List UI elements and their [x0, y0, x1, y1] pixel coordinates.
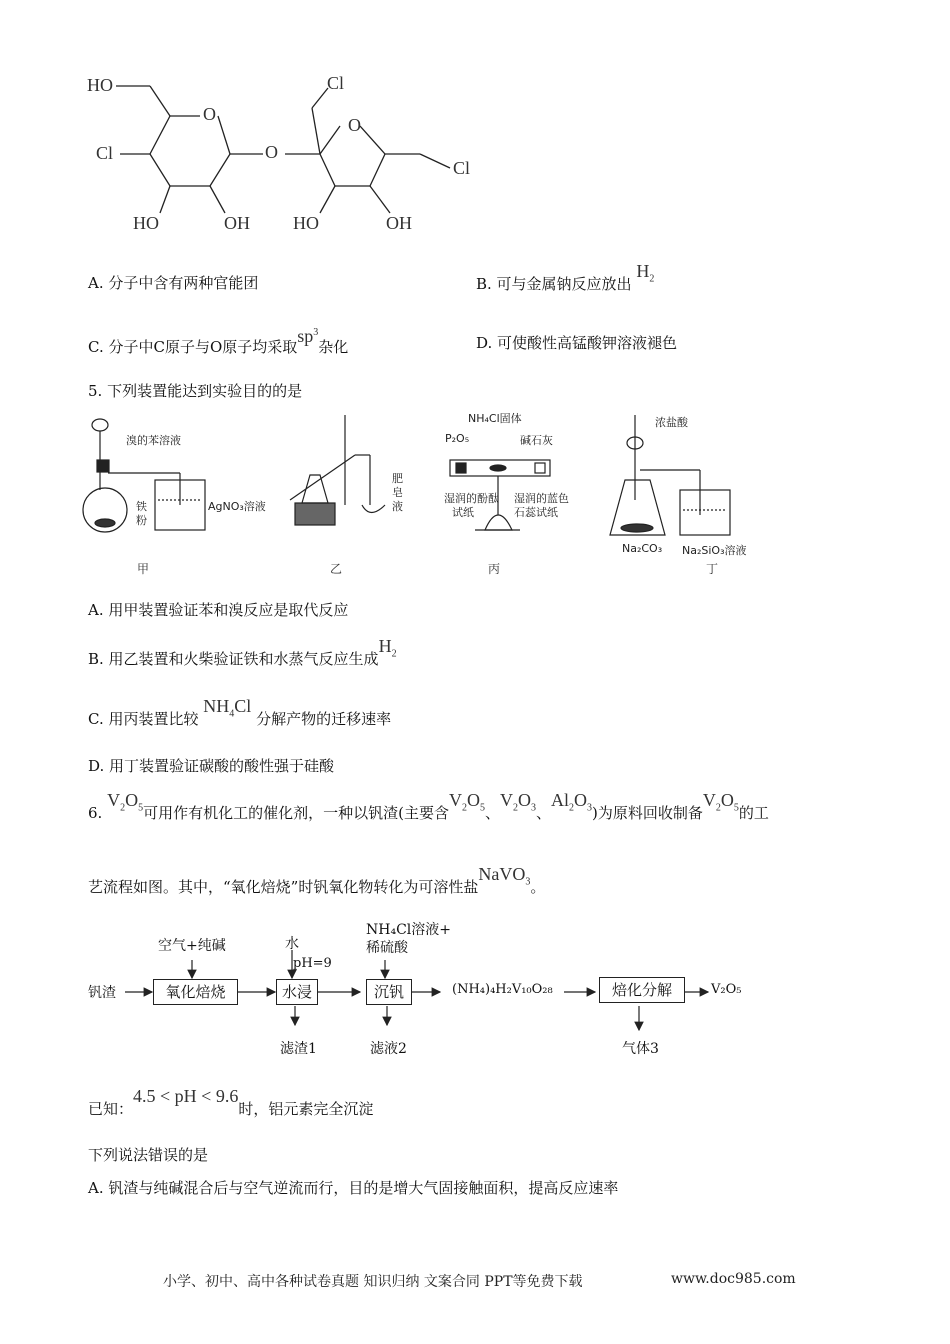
- q6-known-formula: 4.5 < pH < 9.6: [133, 1086, 239, 1106]
- struct-label-o-ring1: O: [203, 104, 216, 124]
- q5-stem: 5. 下列装置能达到实验目的的是: [88, 382, 303, 400]
- q5-option-b-formula: $H_2$: [378, 636, 397, 660]
- q5-option-a: A. 用甲装置验证苯和溴反应是取代反应: [88, 601, 349, 619]
- flow-box3-bottom: 滤液2: [370, 1041, 407, 1057]
- struct-label-o-ring2: O: [348, 115, 361, 135]
- flow-box2-top: 水: [285, 936, 299, 952]
- flow-output: V₂O₅: [711, 982, 742, 997]
- flow-product: (NH₄)₄H₂V₁₀O₂₈: [452, 982, 553, 997]
- bing-label-p2o5: P₂O₅: [445, 432, 470, 445]
- q5-option-c-tail: 分解产物的迁移速率: [256, 710, 392, 728]
- yi-label-2: 皂: [392, 486, 403, 499]
- flow-box2-ph: pH=9: [293, 956, 332, 971]
- ding-label-na2sio3: Na₂SiO₃溶液: [682, 544, 747, 557]
- q5-option-b-text: B. 用乙装置和火柴验证铁和水蒸气反应生成: [88, 650, 379, 668]
- bing-label-litmus2: 石蕊试纸: [514, 506, 558, 519]
- caption-ding: 丁: [706, 562, 719, 576]
- q6-line2: [88, 864, 546, 905]
- yi-label-1: 肥: [392, 472, 403, 485]
- q6-known-prefix: 已知：: [88, 1100, 134, 1118]
- flow-box1-top: 空气+纯碱: [158, 938, 226, 954]
- flow-box-oxidize: 氧化焙烧: [153, 979, 238, 1005]
- bing-label-sodalime: 碱石灰: [520, 434, 553, 447]
- struct-label-cl-left: Cl: [96, 143, 114, 163]
- q4-option-b: [476, 261, 655, 302]
- q4-option-c: [88, 326, 349, 357]
- struct-label-oh-2: OH: [386, 213, 412, 233]
- struct-label-ho-1: HO: [133, 213, 159, 233]
- q4-option-a: A. 分子中含有两种官能团: [88, 274, 259, 292]
- formula-v2o3: $V_2O_3$: [499, 790, 536, 814]
- q6-number: 6.: [88, 804, 103, 822]
- q6-line2-text: 艺流程如图。其中，“氧化焙烧”时钒氧化物转化为可溶性盐: [88, 878, 479, 896]
- flow-box-decompose: 焙化分解: [599, 977, 685, 1003]
- q6-text-1: 可用作有机化工的催化剂，一种以钒渣(主要含: [143, 804, 449, 822]
- q4-option-c-text: C. 分子中C原子与O原子均采取: [88, 338, 298, 356]
- bing-label-phenol1: 湿润的酚酞: [444, 492, 499, 505]
- footer-url[interactable]: www.doc985.com: [671, 1271, 796, 1287]
- jia-label-iron2: 粉: [136, 514, 147, 527]
- q5-option-c: [88, 696, 392, 737]
- flow-box3-top2: 稀硫酸: [366, 940, 408, 956]
- struct-label-cl-top: Cl: [327, 73, 345, 93]
- caption-yi: 乙: [330, 562, 343, 576]
- q6-line2-end: 。: [530, 878, 546, 896]
- q6-ask: 下列说法错误的是: [88, 1146, 209, 1164]
- q5-option-c-text: C. 用丙装置比较: [88, 710, 199, 728]
- ding-label-hcl: 浓盐酸: [655, 416, 688, 429]
- q6-text-4: )为原料回收制备: [591, 804, 703, 822]
- struct-label-cl-right: Cl: [453, 158, 471, 178]
- q4-option-c-formula: $sp^3$: [297, 326, 319, 346]
- q6-option-a: A. 钒渣与纯碱混合后与空气逆流而行，目的是增大气固接触面积，提高反应速率: [88, 1179, 619, 1197]
- q4-option-d: D. 可使酸性高锰酸钾溶液褪色: [476, 334, 678, 352]
- footer-text: 小学、初中、高中各种试卷真题 知识归纳 文案合同 PPT等免费下载: [163, 1274, 583, 1290]
- flow-box3-top1: NH₄Cl溶液+: [366, 922, 451, 938]
- q4-option-b-formula: $H_2$: [636, 261, 655, 285]
- formula-navo3: NaVO$_3$: [478, 864, 531, 888]
- formula-v2o5-1: $V_2O_5$: [107, 790, 144, 814]
- jia-label-iron1: 铁: [136, 500, 147, 513]
- q6-line1: [88, 790, 769, 831]
- q6-text-5: 的工: [738, 804, 769, 822]
- formula-al2o3: $Al_2O_3$: [550, 790, 592, 814]
- struct-label-o-bridge: O: [265, 142, 278, 162]
- formula-v2o5-3: $V_2O_5$: [702, 790, 739, 814]
- flow-box4-bottom: 气体3: [622, 1041, 659, 1057]
- q5-option-c-formula: $NH_4Cl$: [203, 696, 252, 720]
- jia-label-agno3: AgNO₃溶液: [208, 500, 266, 513]
- flow-input: 钒渣: [88, 985, 116, 1001]
- caption-jia: 甲: [137, 562, 150, 576]
- caption-bing: 丙: [488, 562, 501, 576]
- bing-label-nh4cl: NH₄Cl固体: [468, 412, 522, 425]
- bing-label-phenol2: 试纸: [452, 506, 474, 519]
- ding-label-na2co3: Na₂CO₃: [622, 542, 663, 555]
- flow-box-leach: 水浸: [276, 979, 318, 1005]
- yi-label-3: 液: [392, 500, 403, 513]
- q4-option-c-tail: 杂化: [318, 338, 349, 356]
- formula-v2o5-2: $V_2O_5$: [448, 790, 485, 814]
- q6-known-suffix: 时，铝元素完全沉淀: [238, 1100, 374, 1118]
- q5-option-d: D. 用丁装置验证碳酸的酸性强于硅酸: [88, 757, 335, 775]
- q6-sep-1: 、: [484, 804, 500, 822]
- struct-label-oh-1: OH: [224, 213, 250, 233]
- flow-box-precip: 沉钒: [366, 979, 412, 1005]
- struct-label-ho-2: HO: [293, 213, 319, 233]
- struct-label-ho-top: HO: [87, 75, 113, 95]
- q5-option-b: [88, 636, 397, 677]
- flow-box2-bottom: 滤渣1: [280, 1041, 317, 1057]
- jia-label-bromine: 溴的苯溶液: [126, 434, 181, 447]
- q4-option-b-text: B. 可与金属钠反应放出: [476, 275, 632, 293]
- q6-known: [88, 1086, 374, 1119]
- q6-sep-2: 、: [535, 804, 551, 822]
- bing-label-litmus1: 湿润的蓝色: [514, 492, 569, 505]
